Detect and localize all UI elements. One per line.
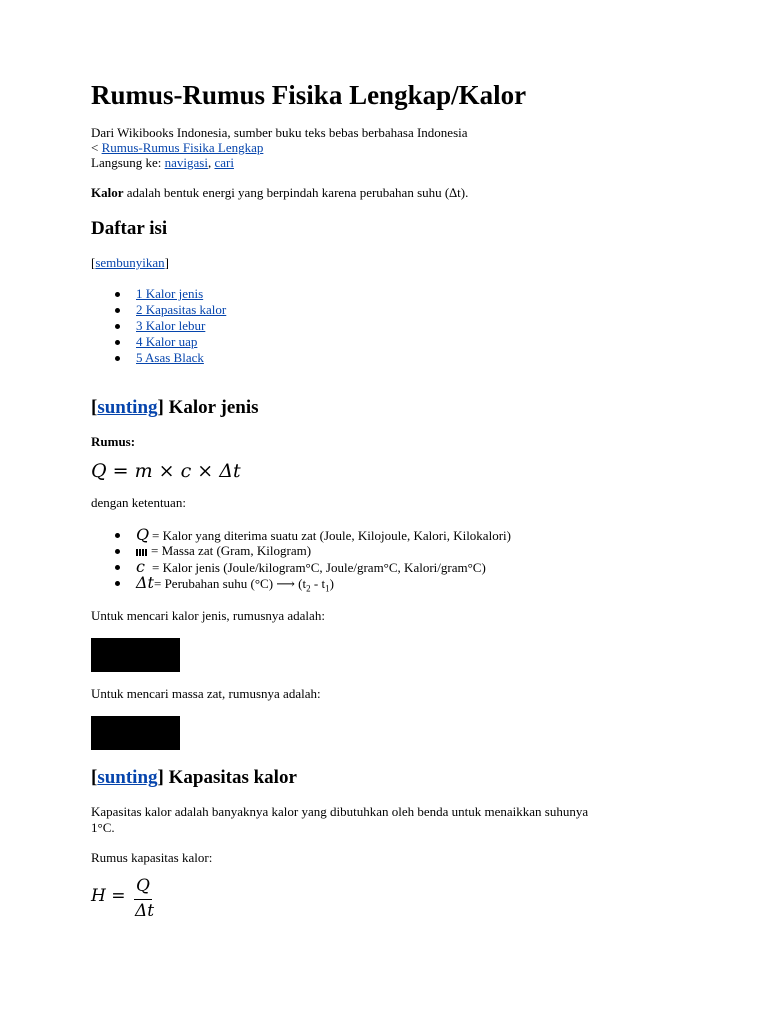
capacity-description-line1: Kapasitas kalor adalah banyaknya kalor yang dibutuhkan oleh benda untuk menaikkan suhunya	[91, 804, 589, 819]
section-title: Kalor jenis	[163, 397, 259, 418]
jump-search-link[interactable]: cari	[214, 155, 234, 170]
symbol-delta-t: Δt	[136, 573, 154, 592]
page-title: Rumus-Rumus Fisika Lengkap/Kalor	[91, 80, 527, 110]
conditions-label: dengan ketentuan:	[91, 495, 186, 510]
breadcrumb	[91, 140, 263, 156]
definition-text-mid: - t	[310, 576, 326, 591]
find-c-text: Untuk mencari kalor jenis, rumusnya adalah:	[91, 608, 325, 623]
breadcrumb-parent-link[interactable]: Rumus-Rumus Fisika Lengkap	[101, 140, 264, 155]
edit-bracket-close: ]	[157, 397, 164, 418]
intro-text: adalah bentuk energi yang berpindah karena perubahan suhu (∆t).	[123, 185, 469, 200]
edit-section-kalor-jenis-link[interactable]: sunting	[97, 397, 158, 418]
section-heading-kalor-jenis	[91, 397, 259, 419]
formula-delta-t: Δt	[219, 460, 241, 482]
jump-links	[91, 155, 234, 171]
capacity-denominator: Δt	[135, 901, 155, 921]
symbol-q: Q	[136, 525, 150, 544]
formula-times-2: ×	[191, 460, 220, 482]
symbol-c: c	[136, 557, 145, 576]
toc-link-kalor-uap[interactable]: 4 Kalor uap	[136, 334, 198, 349]
toc-toggle	[91, 255, 169, 271]
edit-bracket-open: [	[91, 397, 98, 418]
formula-m: m	[134, 460, 153, 482]
toc-item	[91, 350, 226, 366]
definition-text-end: )	[329, 576, 334, 591]
subscript-1: 1	[325, 583, 330, 594]
source-line: Dari Wikibooks Indonesia, sumber buku teks bebas berbahasa Indonesia	[91, 125, 468, 140]
intro-paragraph	[91, 185, 468, 201]
edit-section-kapasitas-kalor-link[interactable]: sunting	[97, 767, 158, 788]
formula-image-m	[91, 716, 180, 750]
jump-navigation-link[interactable]: navigasi	[164, 155, 208, 170]
capacity-numerator: Q	[136, 876, 150, 896]
formula-times-1: ×	[152, 460, 181, 482]
breadcrumb-prefix: <	[91, 140, 102, 155]
fraction-bar	[134, 899, 152, 900]
toc-item	[91, 302, 226, 318]
toc-item	[91, 286, 226, 302]
jump-separator: ,	[207, 155, 215, 170]
toc-link-kalor-lebur[interactable]: 3 Kalor lebur	[136, 318, 206, 333]
definitions-list	[91, 525, 511, 594]
intro-term: Kalor	[91, 185, 124, 200]
definition-item	[91, 543, 511, 559]
find-m-text: Untuk mencari massa zat, rumusnya adalah:	[91, 686, 321, 701]
definition-text: = Perubahan suhu (°C) ⟶ (t	[153, 576, 307, 591]
toc-link-kalor-jenis[interactable]: 1 Kalor jenis	[136, 286, 204, 301]
toc-list	[91, 286, 226, 366]
formula-label: Rumus:	[91, 434, 136, 449]
edit-bracket-close: ]	[157, 767, 164, 788]
toc-toggle-open: [	[91, 255, 96, 270]
toc-link-kapasitas-kalor[interactable]: 2 Kapasitas kalor	[136, 302, 227, 317]
section-heading-kapasitas-kalor	[91, 767, 297, 789]
capacity-description-line2: 1°C.	[91, 820, 115, 835]
symbol-m-image	[136, 549, 148, 556]
toc-link-asas-black[interactable]: 5 Asas Black	[136, 350, 204, 365]
edit-bracket-open: [	[91, 767, 98, 788]
toc-hide-link[interactable]: sembunyikan	[95, 255, 165, 270]
toc-toggle-close: ]	[164, 255, 170, 270]
definition-text: = Kalor jenis (Joule/kilogram°C, Joule/gram°C, Kalori/gram°C)	[152, 560, 486, 575]
section-title: Kapasitas kalor	[163, 767, 297, 788]
toc-heading: Daftar isi	[91, 218, 168, 239]
jump-label: Langsung ke:	[91, 155, 165, 170]
definition-text: = Kalor yang diterima suatu zat (Joule, Kilojoule, Kalori, Kilokalori)	[152, 528, 511, 543]
capacity-lhs: H =	[91, 886, 126, 906]
definition-item	[91, 527, 511, 543]
kalor-formula	[91, 460, 241, 482]
formula-q: Q	[91, 460, 107, 482]
formula-c: c	[180, 460, 192, 482]
subscript-2: 2	[306, 583, 311, 594]
toc-item	[91, 334, 226, 350]
formula-image-c	[91, 638, 180, 672]
capacity-formula-label: Rumus kapasitas kalor:	[91, 850, 213, 865]
definition-item	[91, 573, 511, 594]
formula-equals: =	[106, 460, 135, 482]
definition-text: = Massa zat (Gram, Kilogram)	[151, 543, 312, 558]
toc-item	[91, 318, 226, 334]
